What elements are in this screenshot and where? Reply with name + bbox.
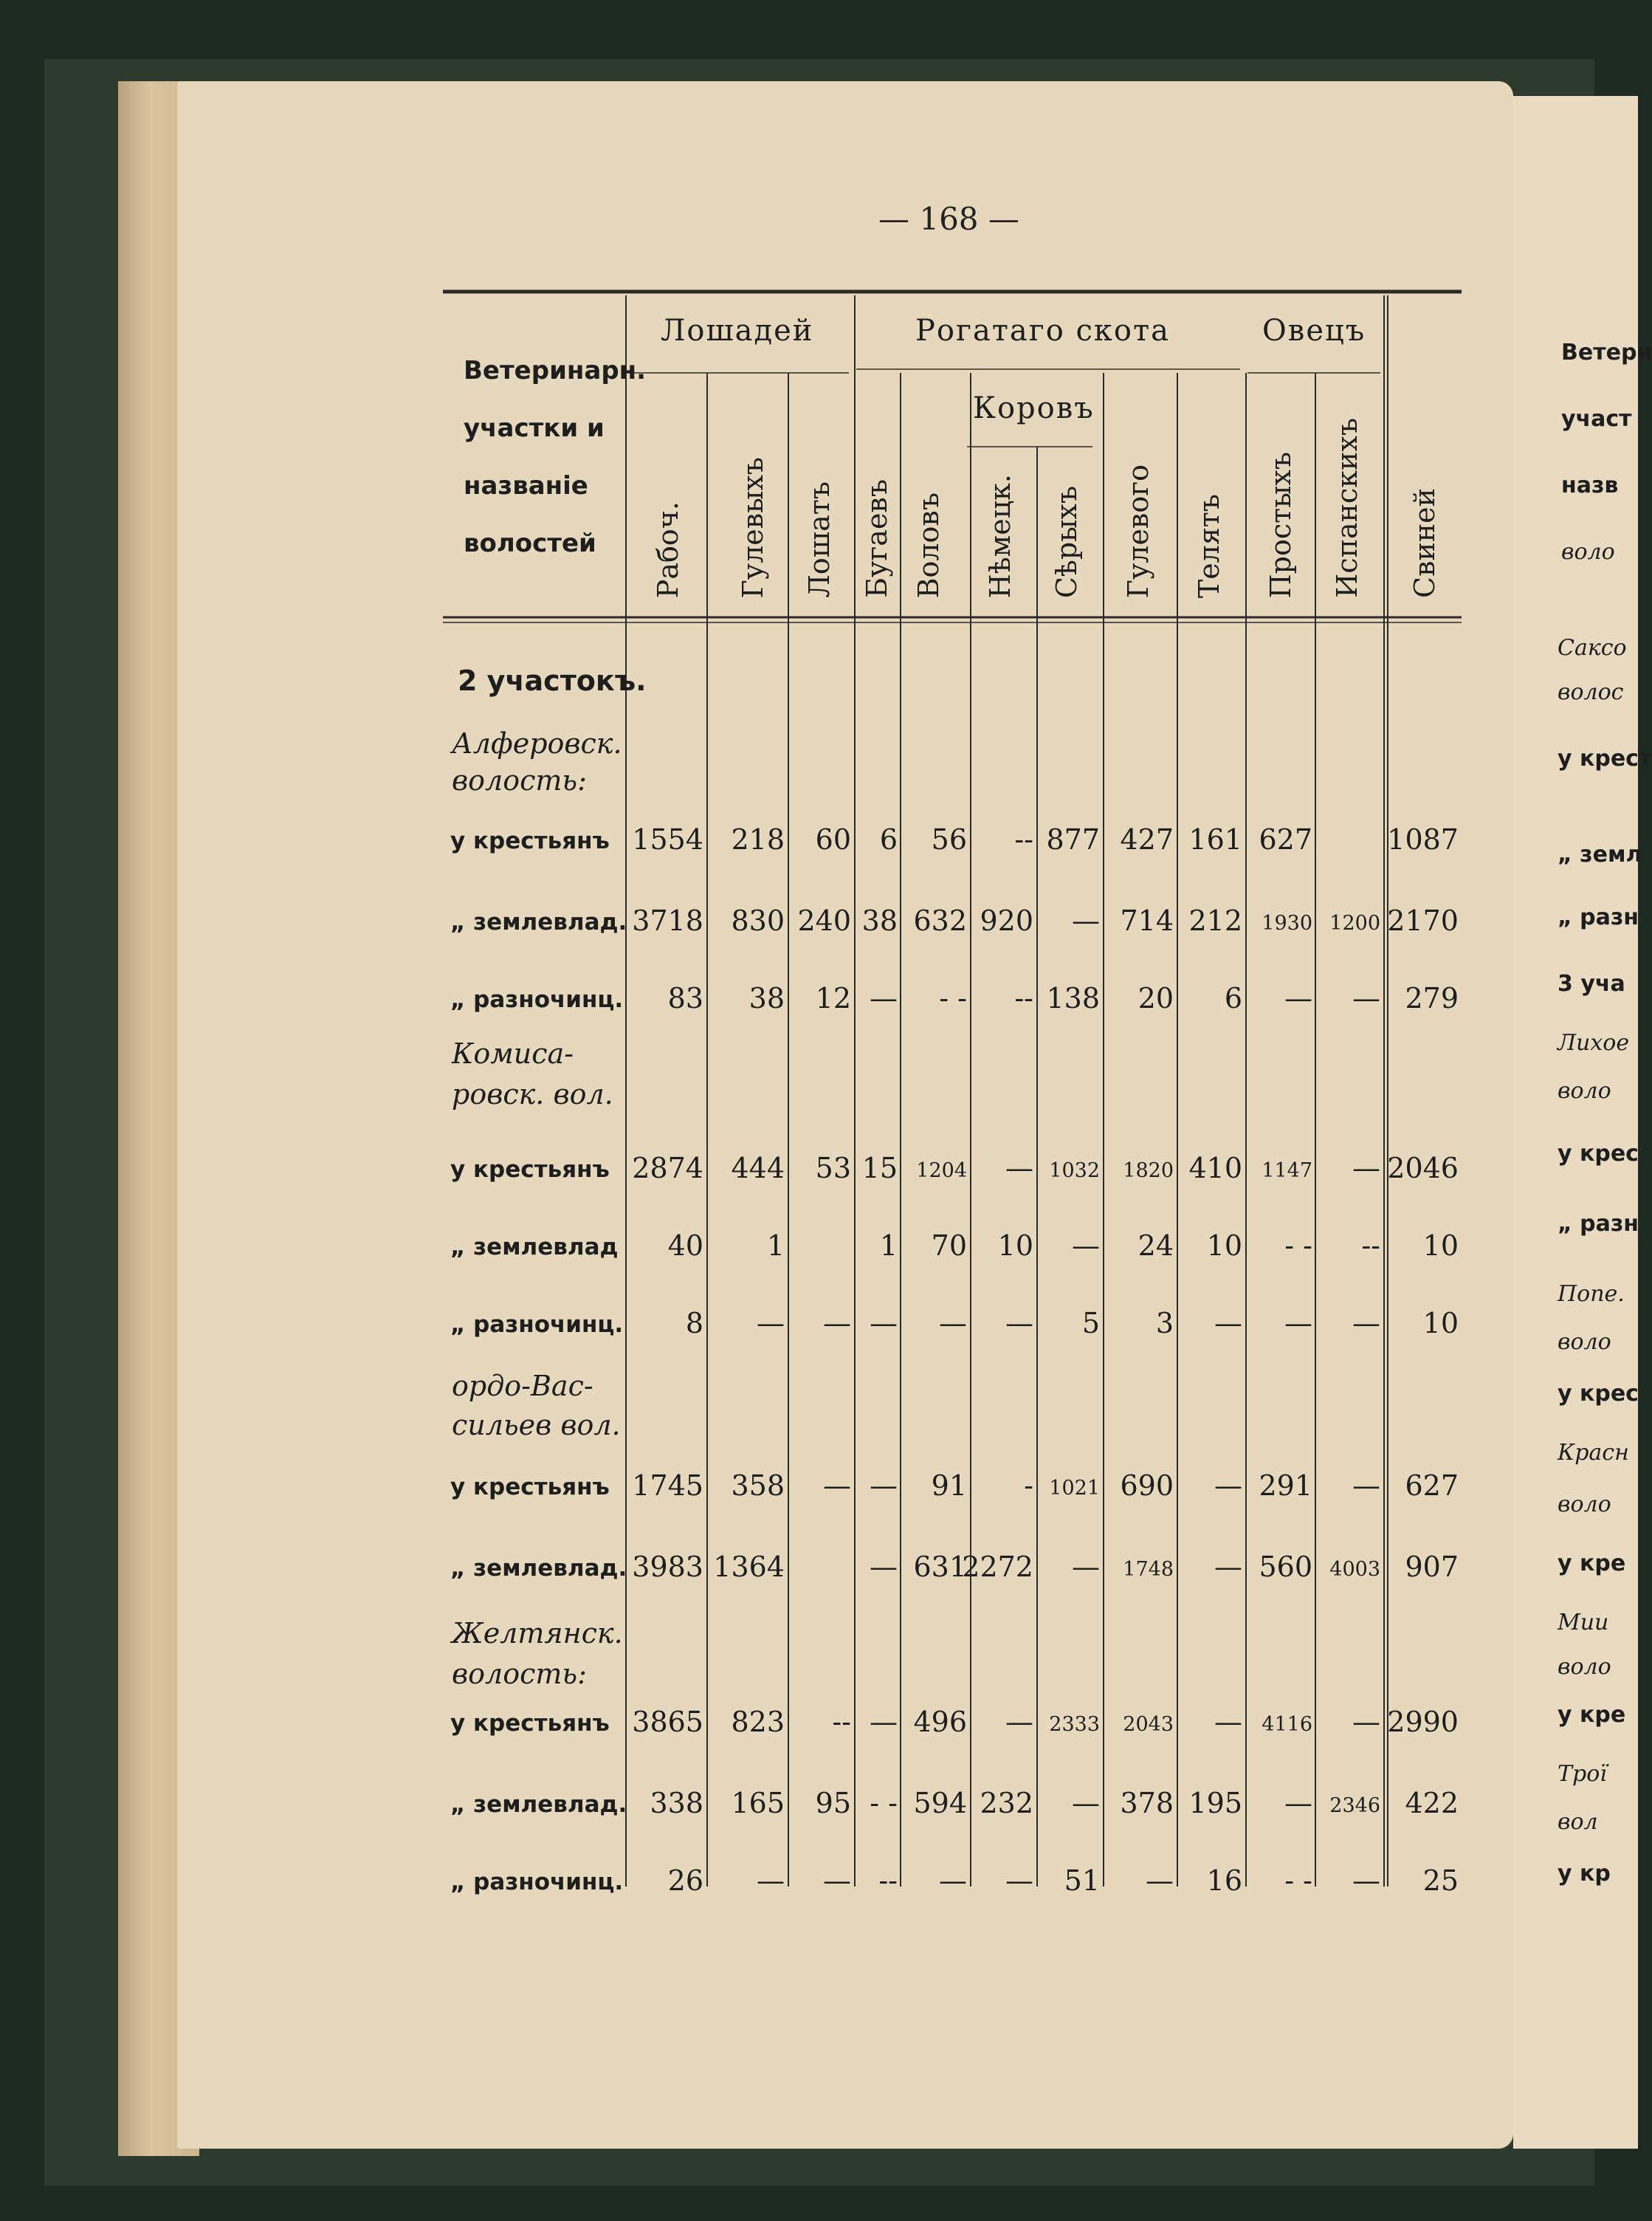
table-cell: — (1214, 1551, 1242, 1583)
row-label: у крестьянъ (450, 1156, 610, 1183)
table-cell: -- (832, 1706, 851, 1738)
table-cell: 2333 (1049, 1713, 1100, 1736)
table-cell: 627 (1405, 1469, 1459, 1502)
table-cell: 2990 (1387, 1706, 1459, 1738)
row-label: „ разночинц. (450, 1869, 624, 1895)
next-page-text: у крест (1558, 746, 1652, 772)
column-header: Бугаевъ (861, 479, 893, 598)
next-page-text: назв (1561, 473, 1619, 498)
table-cell: 279 (1405, 982, 1459, 1015)
table-cell: 91 (931, 1469, 967, 1502)
table-cell: — (1072, 1551, 1100, 1583)
table-cell: — (1005, 1864, 1033, 1897)
table-cell: — (1352, 982, 1380, 1015)
table-cell: 51 (1064, 1864, 1100, 1897)
table-cell: 161 (1188, 823, 1242, 856)
table-cell: — (1284, 1787, 1312, 1819)
next-page-text: у кре (1558, 1551, 1626, 1576)
table-cell: — (870, 982, 898, 1015)
next-page-text: Лихое (1558, 1030, 1630, 1056)
table-cell: 2346 (1329, 1794, 1380, 1817)
table-cell: 10 (1422, 1307, 1459, 1339)
table-cell: 3718 (632, 904, 703, 937)
volost-name: Комиса- (452, 1037, 574, 1070)
table-cell: 10 (997, 1229, 1033, 1262)
table-cell: 2170 (1387, 904, 1459, 937)
table-cell: -- (878, 1864, 898, 1897)
table-cell: 1147 (1262, 1159, 1312, 1182)
next-page-text: участ (1561, 406, 1632, 432)
volost-name: Алферовск. (452, 727, 622, 760)
column-header: Гулевого (1122, 464, 1154, 598)
table-cell: 627 (1259, 823, 1312, 856)
table-cell: — (1005, 1706, 1033, 1738)
table-cell: -- (1014, 982, 1033, 1015)
next-page-text: волос (1558, 679, 1624, 705)
page-number: — 168 — (878, 201, 1019, 237)
group-sheep: Овецъ (1262, 314, 1366, 348)
next-page-text: Ветери (1561, 340, 1652, 365)
column-header: Сѣрыхъ (1050, 485, 1083, 598)
table-cell: 3865 (632, 1706, 703, 1738)
table-cell: 165 (731, 1787, 785, 1819)
table-cell: 95 (815, 1787, 851, 1819)
next-page-text: воло (1558, 1654, 1611, 1680)
table-cell: - - (1284, 1229, 1312, 1262)
next-page-text: воло (1561, 539, 1615, 565)
column-header: Испанскихъ (1331, 418, 1363, 598)
volost-name: ровск. вол. (452, 1078, 613, 1110)
row-header-line-1: Ветеринарн. (464, 356, 647, 385)
next-page-text: „ разн (1558, 904, 1639, 930)
group-cattle: Рогатаго скота (915, 314, 1170, 348)
volost-name: ордо-Вас- (452, 1370, 593, 1402)
column-header: Воловъ (912, 492, 945, 598)
table-cell: 16 (1206, 1864, 1242, 1897)
table-cell: — (1005, 1307, 1033, 1339)
table-cell: 823 (731, 1706, 785, 1738)
table-cell: 1087 (1387, 823, 1459, 856)
table-cell: 1820 (1123, 1159, 1174, 1182)
table-cell: 6 (1224, 982, 1242, 1015)
next-page-text: у крес (1558, 1381, 1639, 1407)
table-cell: 10 (1206, 1229, 1242, 1262)
row-label: у крестьянъ (450, 1710, 610, 1737)
table-cell: 358 (731, 1469, 785, 1502)
table-cell: 218 (731, 823, 785, 856)
table-cell: 920 (980, 904, 1033, 937)
table-cell: 38 (748, 982, 785, 1015)
table-cell: 232 (980, 1787, 1033, 1819)
volost-name: Желтянск. (452, 1617, 623, 1650)
table-cell: 560 (1259, 1551, 1312, 1583)
table-cell: 714 (1120, 904, 1174, 937)
table-cell: 1554 (632, 823, 703, 856)
table-cell: 2874 (632, 1152, 703, 1184)
row-label: „ разночинц. (450, 986, 624, 1013)
table-cell: - - (870, 1787, 898, 1819)
row-label: „ землевлад. (450, 1555, 627, 1582)
table-cell: — (870, 1469, 898, 1502)
table-cell: 4116 (1262, 1713, 1312, 1736)
table-cell: — (1352, 1469, 1380, 1502)
table-cell: — (1214, 1469, 1242, 1502)
table-cell: — (1214, 1307, 1242, 1339)
table-cell: — (1352, 1706, 1380, 1738)
table-cell: — (1352, 1307, 1380, 1339)
row-label: у крестьянъ (450, 1474, 610, 1500)
table-cell: 422 (1405, 1787, 1459, 1819)
table-cell: 690 (1120, 1469, 1174, 1502)
table-cell: 427 (1120, 823, 1174, 856)
table-cell: 1204 (916, 1159, 967, 1182)
table-cell: — (1214, 1706, 1242, 1738)
table-cell: 56 (931, 823, 967, 856)
table-cell: 496 (913, 1706, 967, 1738)
table-cell: — (939, 1864, 967, 1897)
table-cell: — (1072, 1229, 1100, 1262)
next-page-text: „ земл (1558, 842, 1642, 868)
table-cell: 38 (861, 904, 898, 937)
next-page-text: Трої (1558, 1761, 1607, 1787)
next-page-text: у кр (1558, 1861, 1611, 1887)
table-cell: 3983 (632, 1551, 703, 1583)
table-cell: 53 (815, 1152, 851, 1184)
table-cell: 12 (815, 982, 851, 1015)
table-cell: 8 (685, 1307, 703, 1339)
table-cell: 907 (1405, 1551, 1459, 1583)
table-cell: 2272 (962, 1551, 1033, 1583)
table-cell: — (939, 1307, 967, 1339)
table-cell: — (757, 1307, 785, 1339)
table-cell: 1 (766, 1229, 785, 1262)
volost-name: волость: (452, 764, 587, 797)
table-cell: — (870, 1307, 898, 1339)
table-cell: 594 (913, 1787, 967, 1819)
table-cell: 70 (931, 1229, 967, 1262)
group-horses: Лошадей (661, 314, 814, 348)
column-header: Свиней (1408, 488, 1441, 598)
next-page-text: у кре (1558, 1702, 1626, 1728)
table-cell: 240 (797, 904, 851, 937)
table-cell: 338 (650, 1787, 703, 1819)
next-page-text: воло (1558, 1491, 1611, 1517)
table-cell: 410 (1188, 1152, 1242, 1184)
table-cell: — (823, 1307, 851, 1339)
table-cell: — (870, 1551, 898, 1583)
table-cell: 1032 (1049, 1159, 1100, 1182)
table-cell: 1930 (1262, 912, 1312, 935)
table-cell: 15 (861, 1152, 898, 1184)
table-cell: — (823, 1469, 851, 1502)
column-header: Гулевыхъ (737, 456, 769, 598)
table-cell: - - (939, 982, 967, 1015)
table-cell: 40 (667, 1229, 703, 1262)
table-cell: — (1284, 1307, 1312, 1339)
table-cell: 2046 (1387, 1152, 1459, 1184)
row-header-line-3: названіе (464, 471, 588, 501)
table-cell: 4003 (1329, 1558, 1380, 1581)
next-page-text: у крес (1558, 1141, 1639, 1167)
table-cell: — (1072, 1787, 1100, 1819)
next-page-text: воло (1558, 1329, 1611, 1355)
table-cell: 1 (879, 1229, 898, 1262)
column-header: Телятъ (1193, 493, 1225, 598)
table-cell: — (757, 1864, 785, 1897)
row-label: „ землевлад. (450, 1791, 627, 1818)
row-label: „ разночинц. (450, 1311, 624, 1338)
next-page-text: Красн (1558, 1440, 1629, 1466)
table-cell: 60 (815, 823, 851, 856)
table-cell: 20 (1138, 982, 1174, 1015)
volost-name: сильев вол. (452, 1409, 621, 1441)
table-cell: 631 (913, 1551, 967, 1583)
next-page-text: „ разн (1558, 1211, 1639, 1237)
next-page-text: вол (1558, 1809, 1598, 1835)
table-cell: - (1024, 1469, 1033, 1502)
table-cell: -- (1014, 823, 1033, 856)
table-cell: 1745 (632, 1469, 703, 1502)
table-cell: 212 (1188, 904, 1242, 937)
next-page-text: воло (1558, 1078, 1611, 1104)
next-page-text: Саксо (1558, 635, 1627, 661)
table-cell: 25 (1422, 1864, 1459, 1897)
table-cell: — (1146, 1864, 1174, 1897)
next-page-text: Мии (1558, 1610, 1609, 1635)
section-title: 2 участокъ. (458, 665, 647, 697)
table-cell: 1748 (1123, 1558, 1174, 1581)
row-header-line-2: участки и (464, 413, 605, 443)
column-header: Нѣмецк. (984, 473, 1016, 598)
table-cell: 83 (667, 982, 703, 1015)
table-cell: — (1352, 1864, 1380, 1897)
table-cell: — (1352, 1152, 1380, 1184)
table-cell: — (1284, 982, 1312, 1015)
table-cell: 6 (879, 823, 898, 856)
next-page-text: 3 уча (1558, 971, 1625, 997)
row-label: „ землевлад. (450, 909, 627, 936)
column-header: Лошатъ (803, 481, 836, 598)
row-header-line-4: волостей (464, 529, 596, 558)
table-cell: 444 (731, 1152, 785, 1184)
table-cell: 1364 (713, 1551, 785, 1583)
column-header: Простыхъ (1264, 451, 1297, 598)
table-cell: — (1005, 1152, 1033, 1184)
table-cell: — (1072, 904, 1100, 937)
table-cell: -- (1361, 1229, 1380, 1262)
table-cell: 5 (1081, 1307, 1100, 1339)
table-cell: 1200 (1329, 912, 1380, 935)
row-label: „ землевлад (450, 1234, 619, 1260)
next-page-text: Попе. (1558, 1281, 1625, 1307)
table-cell: 138 (1046, 982, 1100, 1015)
table-cell: 10 (1422, 1229, 1459, 1262)
table-cell: 1021 (1049, 1477, 1100, 1500)
table-cell: 378 (1120, 1787, 1174, 1819)
table-cell: 632 (913, 904, 967, 937)
table-cell: - - (1284, 1864, 1312, 1897)
table-cell: 291 (1259, 1469, 1312, 1502)
group-cows: Коровъ (973, 391, 1095, 425)
table-cell: — (870, 1706, 898, 1738)
volost-name: волость: (452, 1658, 587, 1690)
table-cell: — (823, 1864, 851, 1897)
table-cell: 2043 (1123, 1713, 1174, 1736)
table-cell: 3 (1155, 1307, 1174, 1339)
table-cell: 24 (1138, 1229, 1174, 1262)
row-label: у крестьянъ (450, 828, 610, 854)
table-cell: 830 (731, 904, 785, 937)
column-header: Рабоч. (652, 501, 684, 598)
table-cell: 195 (1188, 1787, 1242, 1819)
table-cell: 26 (667, 1864, 703, 1897)
table-cell: 877 (1046, 823, 1100, 856)
